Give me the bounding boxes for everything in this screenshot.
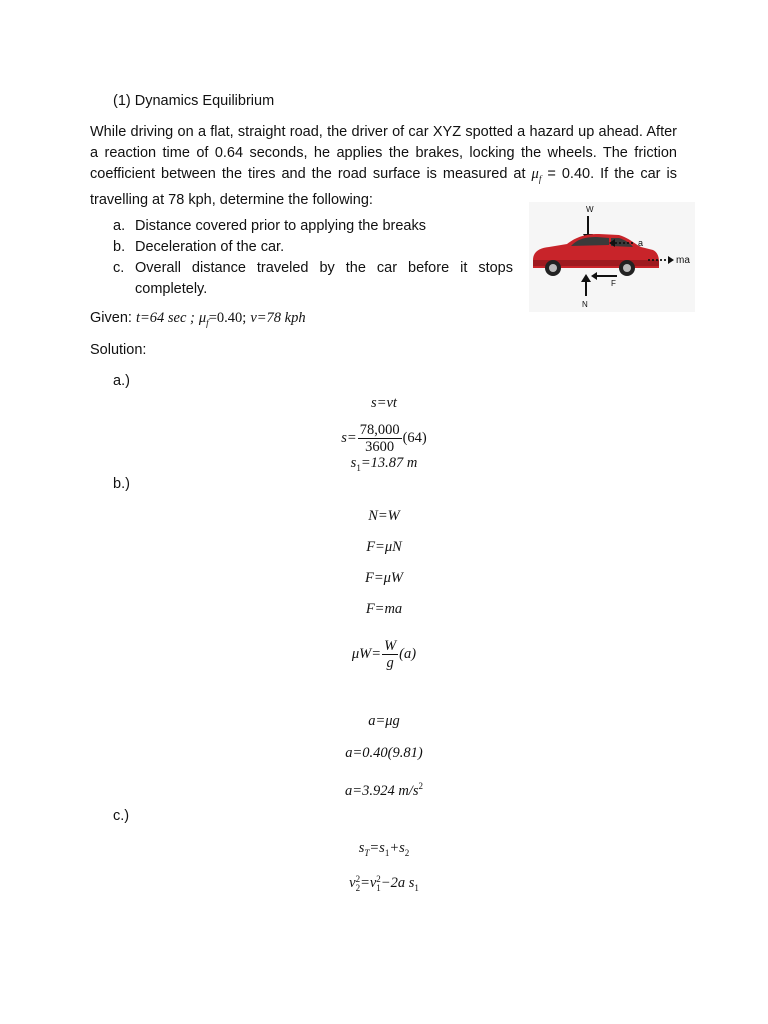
diagram-svg — [527, 198, 697, 314]
ma-label: ma — [676, 255, 690, 266]
part-c-label: c.) — [113, 808, 130, 824]
solution-label: Solution: — [90, 342, 147, 358]
acceleration-label: a — [638, 238, 644, 248]
friction-coefficient-symbol: $\mu_f$ — [531, 166, 542, 184]
list-text: Deceleration of the car. — [135, 239, 285, 255]
equation-balance: μW= $\frac{W}{g}$ (a) — [351, 638, 417, 671]
equation-friction: F=μN — [366, 539, 402, 555]
weight-label: W — [586, 205, 594, 214]
problem-heading: (1) Dynamics Equilibrium — [113, 93, 275, 109]
part-b-label: b.) — [113, 476, 130, 492]
problem-text-part2: = 0.40. If the car is travelling at 78 kph, determine the following: — [90, 166, 677, 208]
list-item — [113, 237, 513, 258]
given-time: t=64 sec ; — [135, 310, 195, 326]
equation-deceleration-result: a=3.924 $m/s^2$ — [345, 781, 423, 799]
list-item — [113, 216, 513, 237]
problem-text-part1: While driving on a flat, straight road, the driver of car XYZ spotted a hazard up ahead. After a reaction time of 0.64 seconds, he applies the brakes, locking the wheels. The friction coefficient between the tires and the road surface is measured at — [90, 124, 677, 182]
equation-distance: s=vt — [371, 395, 397, 411]
equation-total-distance: $s_T=s_1+s_2$ — [358, 840, 410, 858]
part-a-label: a.) — [113, 373, 130, 389]
list-text: Distance covered prior to applying the breaks — [135, 218, 426, 234]
equation-deceleration: a=μg — [368, 713, 400, 729]
equation-deceleration-values: a=0.40(9.81) — [345, 745, 423, 761]
list-marker: a. — [113, 218, 126, 234]
equation-newton: F=ma — [365, 601, 403, 617]
normal-label: N — [582, 300, 588, 309]
equation-distance-values: s= $\frac{78,000}{3600}$ (64) — [341, 422, 427, 455]
list-text: Overall distance traveled by the car before it stops completely. — [135, 260, 513, 297]
list-item — [113, 258, 513, 300]
given-line — [90, 310, 306, 328]
given-mu: $\mu_f=0.40$; — [198, 310, 247, 328]
equation-normal: N=W — [368, 508, 400, 524]
list-marker: b. — [113, 239, 126, 255]
equation-kinematics: v 2 2 =v 2 1 −2a $s_1$ — [349, 873, 419, 893]
task-list — [113, 216, 513, 300]
equation-distance-result: $s_1=13.87$ m — [350, 455, 418, 473]
given-velocity: v=78 kph — [250, 310, 306, 326]
given-label: Given: — [90, 310, 132, 326]
equation-friction-weight: F=μW — [365, 570, 403, 586]
car-free-body-diagram — [527, 198, 697, 314]
list-marker: c. — [113, 260, 125, 276]
friction-label: F — [611, 279, 616, 288]
